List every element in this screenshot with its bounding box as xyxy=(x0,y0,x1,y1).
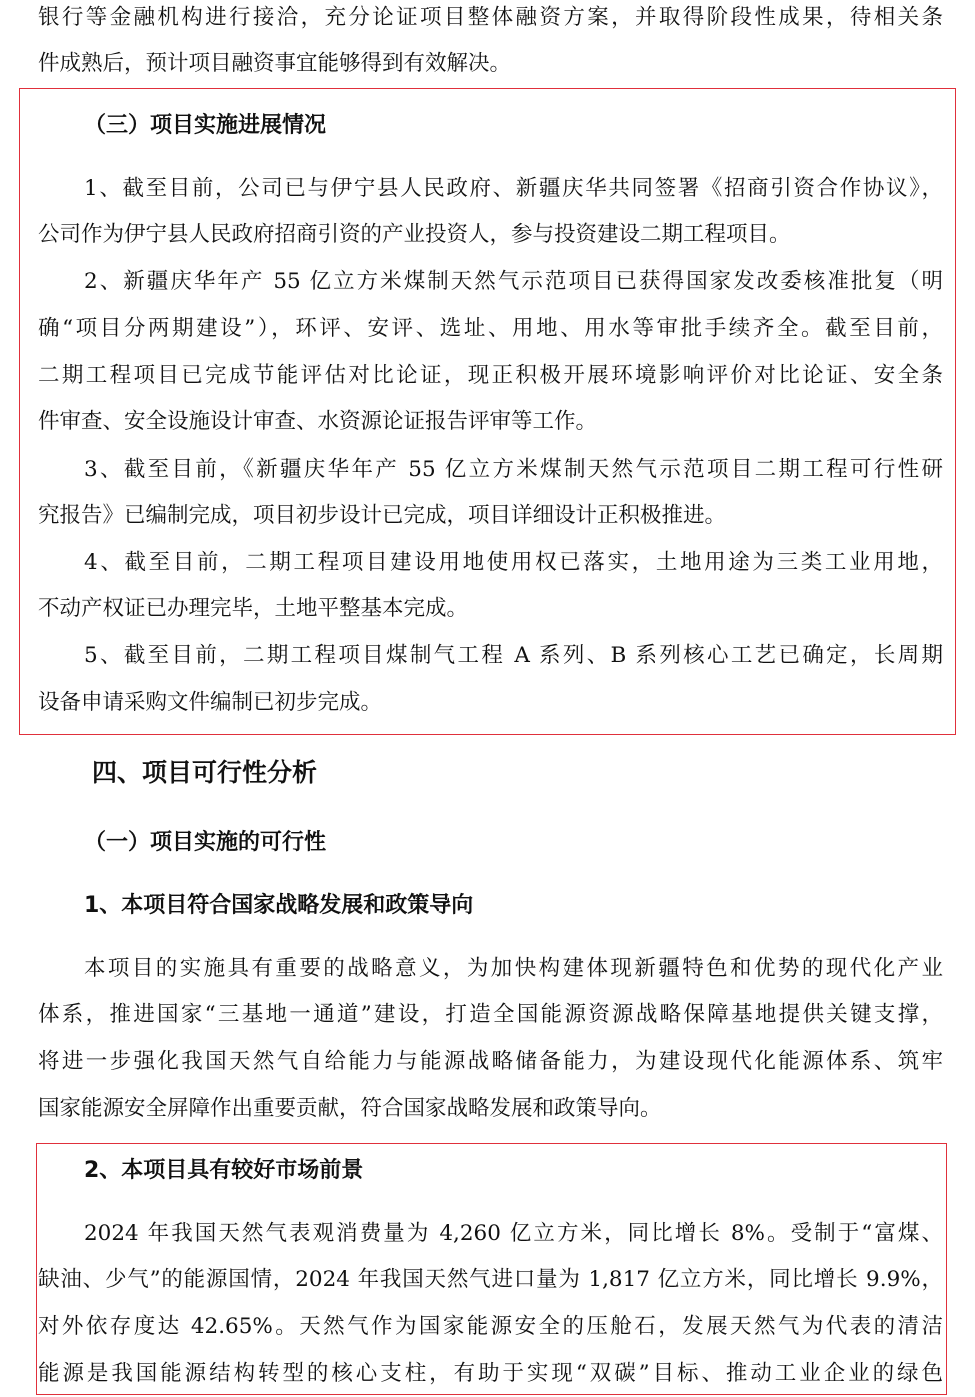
list-item-line: 4、截至目前，二期工程项目建设用地使用权已落实，土地用途为三类工业用地， xyxy=(84,550,943,575)
paragraph-line: 对外依存度达 42.65%。天然气作为国家能源安全的压舱石，发展天然气为代表的清洁 xyxy=(38,1314,943,1339)
paragraph-line: 本项目的实施具有重要的战略意义，为加快构建体现新疆特色和优势的现代化产业 xyxy=(84,956,943,981)
chapter-heading-feasibility: 四、项目可行性分析 xyxy=(92,758,318,787)
paragraph-line: 2024 年我国天然气表观消费量为 4,260 亿立方米，同比增长 8%。受制于“富煤、 xyxy=(84,1221,943,1246)
list-item-line: 公司作为伊宁县人民政府招商引资的产业投资人，参与投资建设二期工程项目。 xyxy=(38,222,791,247)
list-item-line: 确“项目分两期建设”），环评、安评、选址、用地、用水等审批手续齐全。截至目前， xyxy=(38,316,943,341)
paragraph-line: 银行等金融机构进行接洽，充分论证项目整体融资方案，并取得阶段性成果，待相关条 xyxy=(38,5,943,30)
paragraph-line: 能源是我国能源结构转型的核心支柱，有助于实现“双碳”目标、推动工业企业的绿色 xyxy=(38,1361,943,1386)
list-item-line: 3、截至目前，《新疆庆华年产 55 亿立方米煤制天然气示范项目二期工程可行性研 xyxy=(84,457,943,482)
paragraph-line: 国家能源安全屏障作出重要贡献，符合国家战略发展和政策导向。 xyxy=(38,1096,662,1121)
paragraph-line: 件成熟后，预计项目融资事宜能够得到有效解决。 xyxy=(38,51,512,76)
paragraph-line: 将进一步强化我国天然气自给能力与能源战略储备能力，为建设现代化能源体系、筑牢 xyxy=(38,1049,943,1074)
list-item-line: 二期工程项目已完成节能评估对比论证，现正积极开展环境影响评价对比论证、安全条 xyxy=(38,363,943,388)
list-item-line: 究报告》已编制完成，项目初步设计已完成，项目详细设计正积极推进。 xyxy=(38,503,727,528)
paragraph-line: 体系，推进国家“三基地一通道”建设，打造全国能源资源战略保障基地提供关键支撑， xyxy=(38,1002,943,1027)
list-item-line: 2、新疆庆华年产 55 亿立方米煤制天然气示范项目已获得国家发改委核准批复（明 xyxy=(84,269,943,294)
subsection-heading-policy: 1、本项目符合国家战略发展和政策导向 xyxy=(84,893,474,918)
list-item-line: 5、截至目前，二期工程项目煤制气工程 A 系列、B 系列核心工艺已确定，长周期 xyxy=(84,643,943,668)
list-item-line: 1、截至目前，公司已与伊宁县人民政府、新疆庆华共同签署《招商引资合作协议》， xyxy=(84,176,943,201)
list-item-line: 不动产权证已办理完毕，土地平整基本完成。 xyxy=(38,596,469,621)
list-item-line: 设备申请采购文件编制已初步完成。 xyxy=(38,690,383,715)
section-heading-progress: （三）项目实施进展情况 xyxy=(84,113,327,138)
paragraph-line: 缺油、少气”的能源国情，2024 年我国天然气进口量为 1,817 亿立方米，同比增长 9.9%， xyxy=(38,1267,943,1292)
subsection-heading-market: 2、本项目具有较好市场前景 xyxy=(84,1158,364,1183)
list-item-line: 件审查、安全设施设计审查、水资源论证报告评审等工作。 xyxy=(38,409,598,434)
section-heading-implementation: （一）项目实施的可行性 xyxy=(84,830,327,855)
